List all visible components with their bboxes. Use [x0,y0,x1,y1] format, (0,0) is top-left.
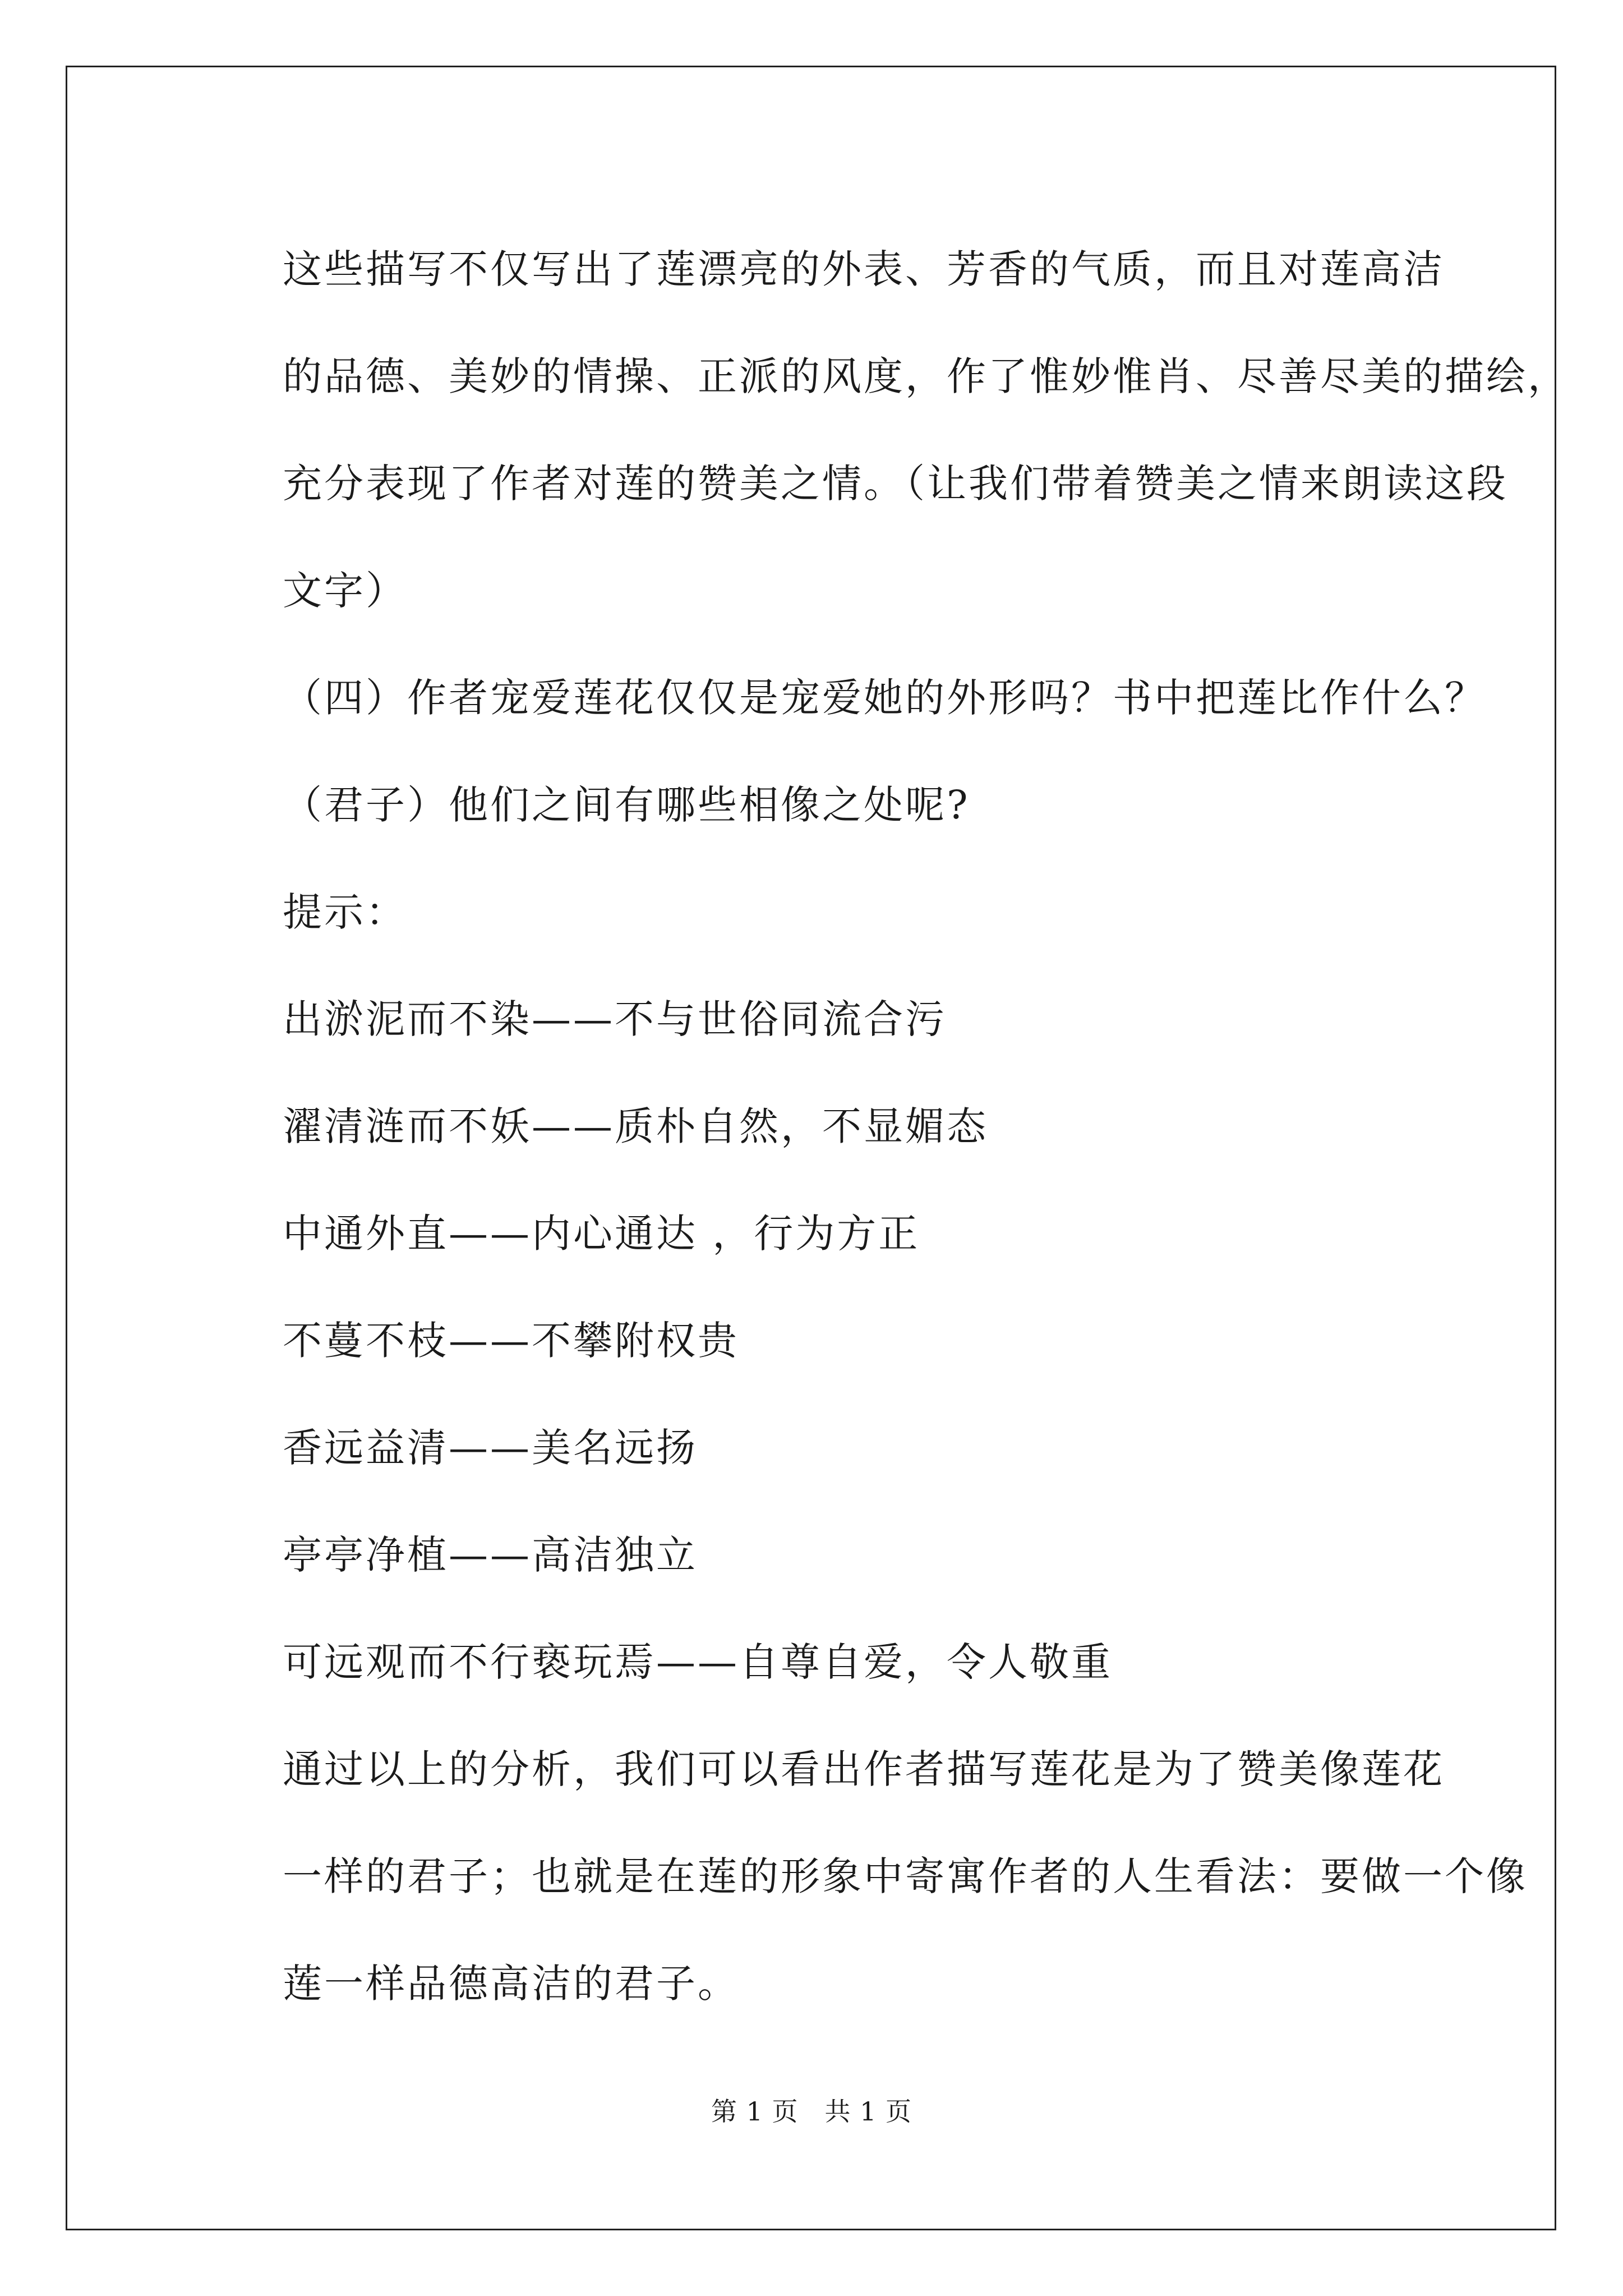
text-line: 可远观而不行亵玩焉——自尊自爱，令人敬重 [283,1639,1113,1685]
text-line: （四）作者宠爱莲花仅仅是宠爱她的外形吗？书中把莲比作什么？ [283,675,1486,721]
document-body [200,216,1569,2037]
text-line: 提示： [283,889,407,935]
hint-item [200,1073,1426,1180]
paragraph-hint-heading [200,859,1426,966]
hint-item [200,966,1426,1073]
text-line: 莲一样品德高洁的君子。 [283,1961,739,2007]
text-line: （君子）他们之间有哪些相像之处呢? [283,782,970,828]
text-line: 通过以上的分析，我们可以看出作者描写莲花是为了赞美像莲花 [283,1746,1445,1792]
page-footer: 第 1 页 共 1 页 [711,2096,912,2127]
hint-item [200,1180,1426,1287]
hint-item [200,1502,1426,1609]
text-line: 中通外直——内心通达 ，行为方正 [283,1211,920,1257]
hint-item [200,1395,1426,1502]
hint-item [200,1609,1426,1716]
text-line: 出淤泥而不染——不与世俗同流合污 [283,996,947,1042]
paragraph-conclusion [200,1716,1528,2037]
text-line: 这些描写不仅写出了莲漂亮的外表、芳香的气质，而且对莲高洁 [283,246,1445,292]
paragraph-question-four [200,645,1486,859]
paragraph-lotus-description [200,216,1569,645]
text-line: 不蔓不枝——不攀附权贵 [283,1318,739,1364]
text-line: 香远益清——美名远扬 [283,1425,698,1471]
text-line: 濯清涟而不妖——质朴自然，不显媚态 [283,1103,988,1149]
text-line: 充分表现了作者对莲的赞美之情。（让我们带着赞美之情来朗读这段 [283,461,1508,507]
text-line: 一样的君子；也就是在莲的形象中寄寓作者的人生看法：要做一个像 [283,1853,1528,1899]
hint-item [200,1287,1426,1395]
text-line: 亭亭净植——高洁独立 [283,1532,698,1578]
text-line: 的品德、美妙的情操、正派的风度，作了惟妙惟肖、尽善尽美的描绘， [283,353,1569,399]
text-line: 文字） [283,568,407,614]
